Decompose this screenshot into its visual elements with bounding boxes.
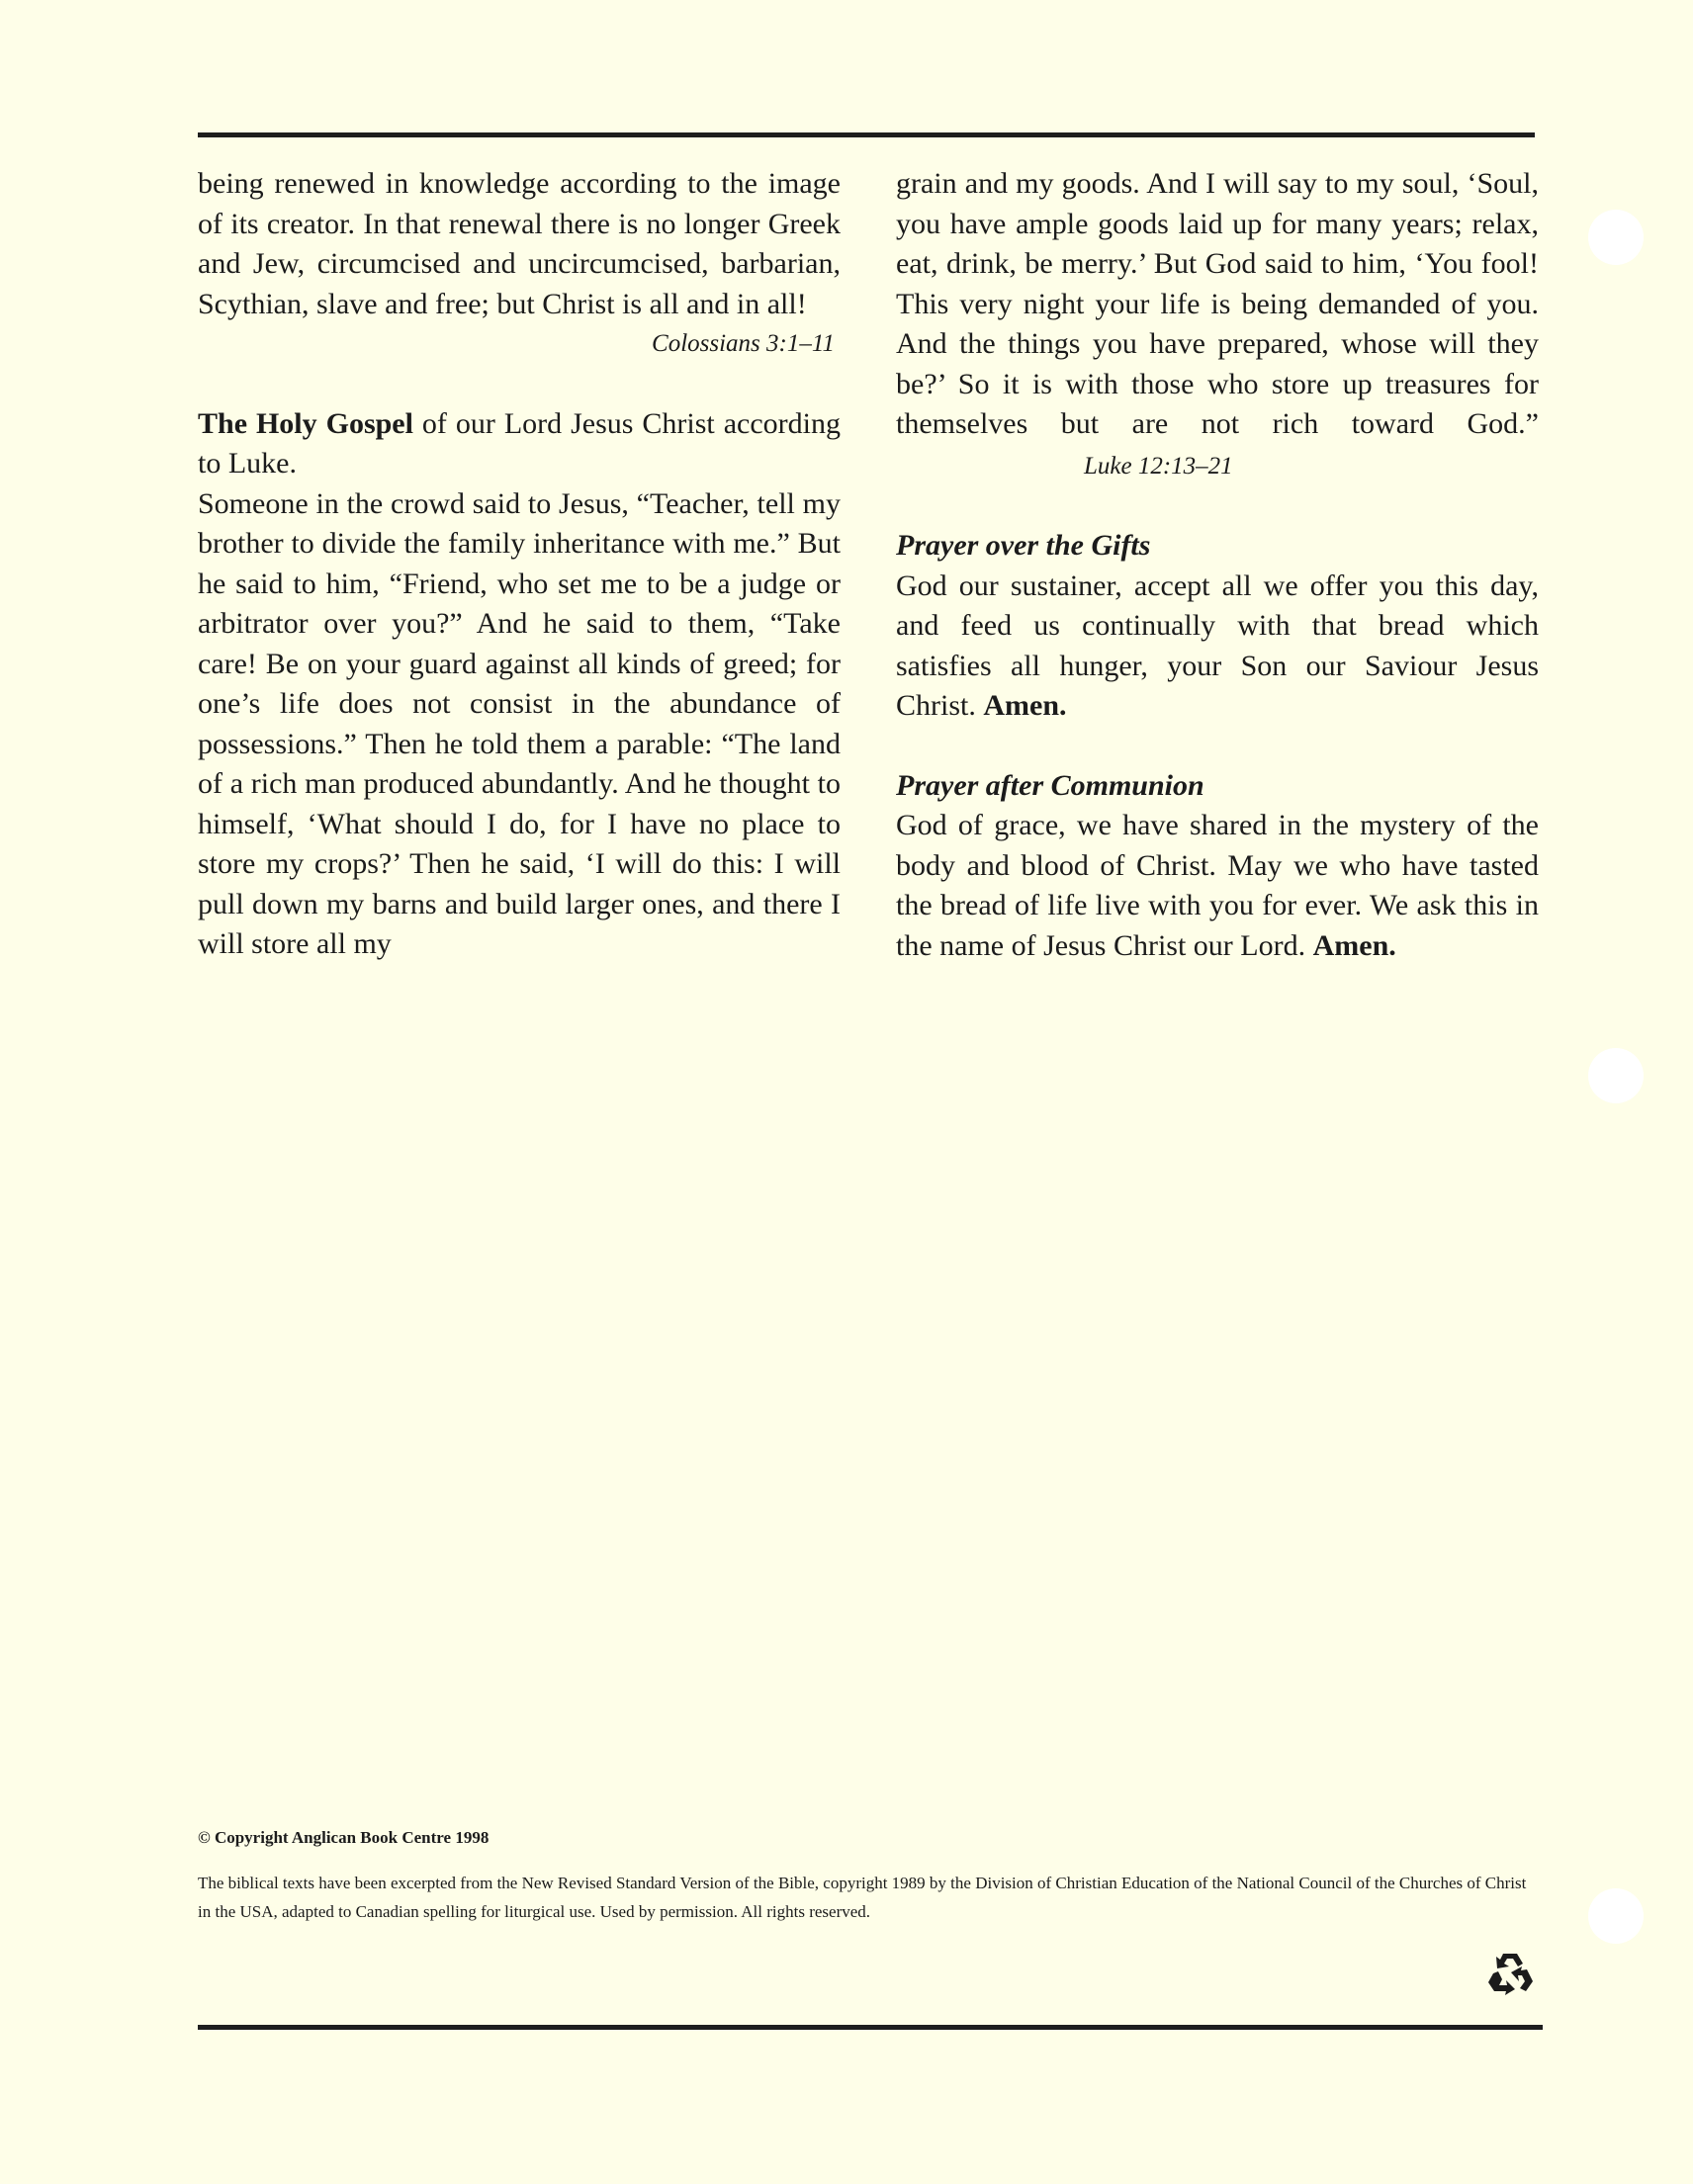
permission-note: The biblical texts have been excerpted from the New Revised Standard Version of the Bible, copyright 1989 by the Division of Christian Education of the National Council of the Churches of Christ in the USA, adapted to Canadian spelling for liturgical use. Used by permission. All rights reserved.	[198, 1874, 1527, 1921]
prayer-communion-text	[896, 806, 1539, 966]
prayer-communion-amen: Amen.	[1312, 928, 1396, 962]
recycle-icon	[1485, 1948, 1535, 1997]
gospel-intro-title: The Holy Gospel	[198, 406, 413, 440]
top-rule	[198, 132, 1535, 137]
spacer	[896, 727, 1539, 766]
colossians-text: being renewed in knowledge according to the image of its creator. In that renewal there is no longer Greek and Jew, circumcised and uncircumcised, barbarian, Scythian, slave and free; but Christ is all and in all!	[198, 167, 841, 320]
bottom-rule	[198, 2025, 1543, 2030]
gospel-body-right	[896, 164, 1539, 486]
copyright-line: © Copyright Anglican Book Centre 1998	[198, 1828, 490, 1847]
punch-hole-middle	[1588, 1048, 1644, 1103]
gospel-intro-rest: of our Lord Jesus Christ according to Luke.	[198, 406, 841, 480]
spacer	[198, 365, 841, 404]
gospel-citation: Luke 12:13–21	[1084, 452, 1233, 480]
gospel-body-right-text: grain and my goods. And I will say to my soul, ‘Soul, you have ample goods laid up for many years; relax, eat, drink, be merry.’ But God said to him, ‘You fool! This very night your life is being demanded of you. And the things you have prepared, whose will they be?’ So it is with those who store up treasures for themselves but are not rich toward God.”	[896, 167, 1539, 440]
punch-hole-top	[1588, 210, 1644, 265]
punch-hole-bottom	[1588, 1888, 1644, 1944]
spacer	[896, 486, 1539, 526]
prayer-gifts-amen: Amen.	[983, 689, 1067, 722]
prayer-gifts-body: God our sustainer, accept all we offer you this day, and feed us continually with that bread which satisfies all hunger, your Son our Saviour Jesus Christ.	[896, 568, 1539, 722]
prayer-communion-body: God of grace, we have shared in the mystery of the body and blood of Christ. May we who have tasted the bread of life live with you for ever. We ask this in the name of Jesus Christ our Lord.	[896, 809, 1539, 962]
prayer-gifts-heading: Prayer over the Gifts	[896, 529, 1151, 562]
left-column	[198, 164, 841, 965]
gospel-intro	[198, 404, 841, 484]
gospel-body-left: Someone in the crowd said to Jesus, “Teacher, tell my brother to divide the family inheritance with me.” But he said to him, “Friend, who set me to be a judge or arbitrator over you?” And he said to them, “Take care! Be on your guard against all kinds of greed; for one’s life does not consist in the abundance of possessions.” Then he told them a parable: “The land of a rich man produced abundantly. And he thought to himself, ‘What should I do, for I have no place to store my crops?’ Then he said, ‘I will do this: I will pull down my barns and build larger ones, and there I will store all my	[198, 486, 841, 960]
prayer-gifts-text	[896, 567, 1539, 727]
colossians-citation: Colossians 3:1–11	[652, 330, 835, 357]
right-column	[896, 164, 1539, 966]
prayer-communion-heading: Prayer after Communion	[896, 768, 1204, 802]
